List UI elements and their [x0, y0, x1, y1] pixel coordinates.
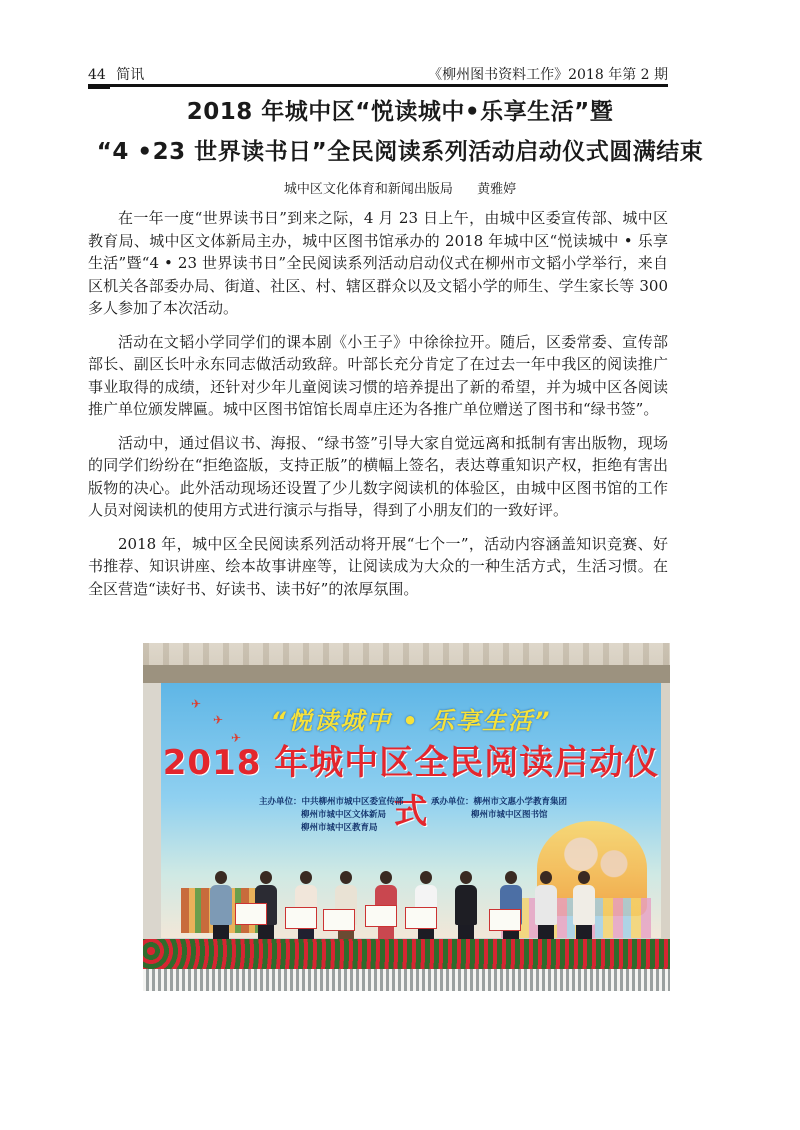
paragraph: 2018 年，城中区全民阅读系列活动将开展“七个一”，活动内容涵盖知识竞赛、好书推荐、知识讲座、绘本故事讲座等，让阅读成为大众的一种生活方式，生活习惯。在全区营造“读好书、好读书、读书好”的浓厚氛围。 [88, 534, 668, 598]
journal-title: 《柳州图书资料工作》2018 年第 2 期 [428, 67, 668, 83]
header-left [88, 64, 144, 84]
author-name: 黄雅婷 [477, 182, 517, 197]
page-number: 44 [88, 67, 106, 83]
banner-host-3: 柳州市城中区教育局 [301, 823, 378, 833]
page-number-underline [88, 87, 110, 89]
flower-bed [143, 939, 670, 969]
event-photo [143, 643, 670, 991]
railing [143, 969, 670, 991]
banner-organizer-2: 柳州市城中区图书馆 [471, 810, 548, 820]
header-rule [88, 84, 668, 87]
canopy [143, 643, 670, 683]
certificate-plaque [235, 903, 267, 925]
paragraph: 活动在文韬小学同学们的课本剧《小王子》中徐徐拉开。随后，区委常委、宣传部部长、副区长叶永东同志做活动致辞。叶部长充分肯定了在过去一年中我区的阅读推广事业取得的成绩，还针对少年儿童阅读习惯的培养提出了新的希望，并为城中区各阅读推广单位颁发牌匾。城中区图书馆馆长周卓庄还为各推广单位赠送了图书和“绿书签”。 [88, 332, 668, 418]
banner-headline: 2018 年城中区全民阅读启动仪式 [162, 743, 660, 832]
bird-icon: ✈ [231, 731, 242, 745]
section-label: 简讯 [116, 67, 145, 83]
article-title-line-1: 2018 年城中区“悦读城中•乐享生活”暨 [186, 99, 614, 125]
author-organization: 城中区文化体育和新闻出版局 [283, 182, 453, 197]
certificate-plaque [365, 905, 397, 927]
certificate-plaque [285, 907, 317, 929]
bird-icon: ✈ [191, 697, 202, 711]
banner-organizer: 承办单位：柳州市文惠小学教育集团 [431, 797, 568, 807]
bird-icon: ✈ [213, 713, 224, 727]
certificate-plaque [323, 909, 355, 931]
running-header [88, 64, 668, 86]
banner-slogan: “悦读城中 • 乐享生活” [270, 707, 552, 735]
byline [60, 178, 740, 197]
certificate-plaque [489, 909, 521, 931]
certificate-plaque [405, 907, 437, 929]
article-title-line-2: “4 •23 世界读书日”全民阅读系列活动启动仪式圆满结束 [96, 139, 704, 165]
paragraph: 活动中，通过倡议书、海报、“绿书签”引导大家自觉远离和抵制有害出版物，现场的同学们纷纷在“拒绝盗版，支持正版”的横幅上签名，表达尊重知识产权，拒绝有害出版物的决心。此外活动现场还设置了少儿数字阅读机的体验区，由城中区图书馆的工作人员对阅读机的使用方式进行演示与指导，得到了小朋友们的一致好评。 [88, 433, 668, 519]
banner-host-2: 柳州市城中区文体新局 [301, 810, 387, 820]
article-body [88, 207, 668, 611]
banner-host: 主办单位：中共柳州市城中区委宣传部 [259, 797, 404, 807]
paragraph: 在一年一度“世界读书日”到来之际，4 月 23 日上午，由城中区委宣传部、城中区教育局、城中区文体新局主办，城中区图书馆承办的 2018 年城中区“悦读城中 • 乐享生活”暨“4 • 23 世界读书日”全民阅读系列活动启动仪式在柳州市文韬小学举行，来自区机关各部委办局、街道、社区、村、辖区群众以及文韬小学的师生、学生家长等 300 多人参加了本次活动。 [88, 209, 668, 317]
